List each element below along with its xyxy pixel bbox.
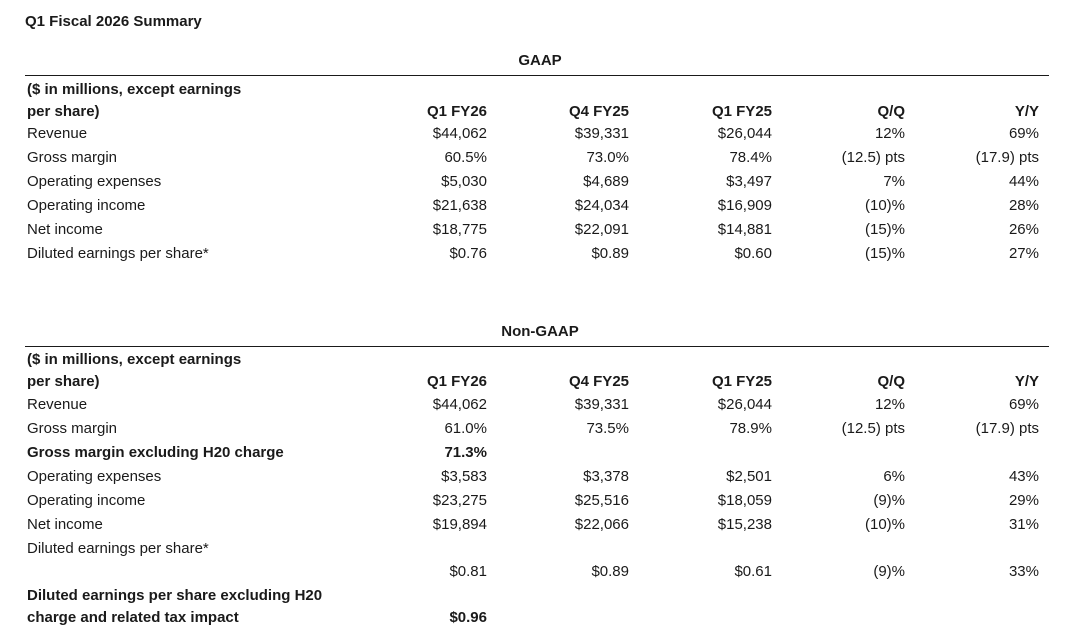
cell-value: $0.81	[449, 563, 487, 580]
table-row	[25, 170, 1049, 194]
gaap-col-header: Q1 FY26	[426, 103, 487, 120]
table-row	[25, 465, 1049, 489]
cell-value: (9)%	[873, 563, 905, 580]
cell-value: $39,331	[574, 125, 629, 142]
cell-value: $44,062	[432, 125, 487, 142]
row-label: Gross margin excluding H20 charge	[27, 444, 284, 461]
cell-value: 6%	[883, 468, 905, 485]
row-label: Operating income	[27, 492, 146, 509]
table-row	[25, 417, 1049, 441]
table-row	[25, 441, 1049, 465]
non-gaap-col-header: Q4 FY25	[568, 373, 629, 390]
gaap-section	[25, 52, 1049, 272]
cell-value: (9)%	[873, 492, 905, 509]
cell-value: (12.5) pts	[841, 420, 905, 437]
cell-value: $16,909	[717, 197, 772, 214]
cell-value: 12%	[874, 396, 905, 413]
cell-value: $22,091	[574, 221, 629, 238]
cell-value: $15,238	[717, 516, 772, 533]
cell-value: $39,331	[574, 396, 629, 413]
cell-value: $14,881	[717, 221, 772, 238]
non-gaap-header-label-2: per share)	[27, 373, 100, 390]
cell-value: $0.60	[734, 245, 772, 262]
table-row	[25, 513, 1049, 537]
gaap-title: GAAP	[518, 52, 562, 69]
table-row	[25, 393, 1049, 417]
cell-value: $3,497	[726, 173, 772, 190]
table-row	[25, 146, 1049, 170]
gaap-header-row-2	[25, 100, 1049, 124]
non-gaap-section	[25, 323, 1049, 633]
table-row	[25, 122, 1049, 146]
non-gaap-col-header: Q1 FY25	[711, 373, 772, 390]
table-row	[25, 218, 1049, 242]
row-label: Operating expenses	[27, 173, 162, 190]
cell-value: $44,062	[432, 396, 487, 413]
cell-value: $3,583	[441, 468, 487, 485]
cell-value: $5,030	[441, 173, 487, 190]
cell-value: $4,689	[583, 173, 629, 190]
row-label: Gross margin	[27, 149, 118, 166]
row-label: Operating expenses	[27, 468, 162, 485]
cell-value: 60.5%	[444, 149, 487, 166]
cell-value: $26,044	[717, 396, 772, 413]
cell-value: $21,638	[432, 197, 487, 214]
cell-value: $18,775	[432, 221, 487, 238]
cell-value: 7%	[883, 173, 905, 190]
cell-value: 73.5%	[586, 420, 629, 437]
table-row	[25, 537, 1049, 561]
table-row	[25, 194, 1049, 218]
cell-value: $3,378	[583, 468, 629, 485]
row-label: Net income	[27, 516, 103, 533]
cell-value: 44%	[1008, 173, 1039, 190]
table-row	[25, 560, 1049, 584]
non-gaap-header-row-2	[25, 370, 1049, 394]
non-gaap-col-header: Y/Y	[1014, 373, 1039, 390]
gaap-header-label-1: ($ in millions, except earnings	[27, 81, 242, 98]
non-gaap-header-label-1: ($ in millions, except earnings	[27, 351, 242, 368]
cell-value: (15)%	[864, 221, 905, 238]
cell-value: 28%	[1008, 197, 1039, 214]
non-gaap-col-header: Q1 FY26	[426, 373, 487, 390]
gaap-col-header: Q1 FY25	[711, 103, 772, 120]
cell-value: $26,044	[717, 125, 772, 142]
cell-value: 33%	[1008, 563, 1039, 580]
gaap-col-header: Q4 FY25	[568, 103, 629, 120]
cell-value: $25,516	[574, 492, 629, 509]
cell-value: $0.61	[734, 563, 772, 580]
cell-value: (10)%	[864, 197, 905, 214]
cell-value: (17.9) pts	[975, 149, 1039, 166]
non-gaap-header-row-1	[25, 348, 1049, 372]
row-label: Net income	[27, 221, 103, 238]
cell-value: 78.4%	[729, 149, 772, 166]
non-gaap-col-header: Q/Q	[877, 373, 905, 390]
row-label: Diluted earnings per share*	[27, 540, 209, 557]
cell-value: (10)%	[864, 516, 905, 533]
cell-value: 43%	[1008, 468, 1039, 485]
row-label: Gross margin	[27, 420, 118, 437]
cell-value: $0.76	[449, 245, 487, 262]
row-label: Revenue	[27, 396, 88, 413]
cell-value: $0.89	[591, 563, 629, 580]
non-gaap-title: Non-GAAP	[501, 323, 579, 340]
excl-label-2: charge and related tax impact	[27, 609, 239, 626]
cell-value: 71.3%	[444, 444, 487, 461]
non-gaap-rule	[25, 346, 1049, 347]
cell-value: 12%	[874, 125, 905, 142]
row-label: Operating income	[27, 197, 146, 214]
cell-value: (12.5) pts	[841, 149, 905, 166]
cell-value: $0.89	[591, 245, 629, 262]
cell-value: 61.0%	[444, 420, 487, 437]
cell-value: $24,034	[574, 197, 629, 214]
excl-row-1	[25, 584, 1049, 608]
excl-value: $0.96	[449, 609, 487, 626]
cell-value: (15)%	[864, 245, 905, 262]
cell-value: 73.0%	[586, 149, 629, 166]
cell-value: 29%	[1008, 492, 1039, 509]
excl-label-1: Diluted earnings per share excluding H20	[27, 587, 323, 604]
page-title: Q1 Fiscal 2026 Summary	[25, 13, 202, 30]
cell-value: 31%	[1008, 516, 1039, 533]
gaap-header-row-1	[25, 78, 1049, 102]
gaap-rule	[25, 75, 1049, 76]
table-row	[25, 489, 1049, 513]
cell-value: 69%	[1008, 396, 1039, 413]
gaap-col-header: Q/Q	[877, 103, 905, 120]
excl-row-2	[25, 606, 1049, 630]
cell-value: $22,066	[574, 516, 629, 533]
cell-value: 27%	[1008, 245, 1039, 262]
cell-value: $23,275	[432, 492, 487, 509]
table-row	[25, 242, 1049, 266]
cell-value: 69%	[1008, 125, 1039, 142]
cell-value: (17.9) pts	[975, 420, 1039, 437]
cell-value: 78.9%	[729, 420, 772, 437]
gaap-col-header: Y/Y	[1014, 103, 1039, 120]
cell-value: $2,501	[726, 468, 772, 485]
row-label: Diluted earnings per share*	[27, 245, 209, 262]
cell-value: $18,059	[717, 492, 772, 509]
gaap-header-label-2: per share)	[27, 103, 100, 120]
cell-value: 26%	[1008, 221, 1039, 238]
row-label: Revenue	[27, 125, 88, 142]
cell-value: $19,894	[432, 516, 487, 533]
